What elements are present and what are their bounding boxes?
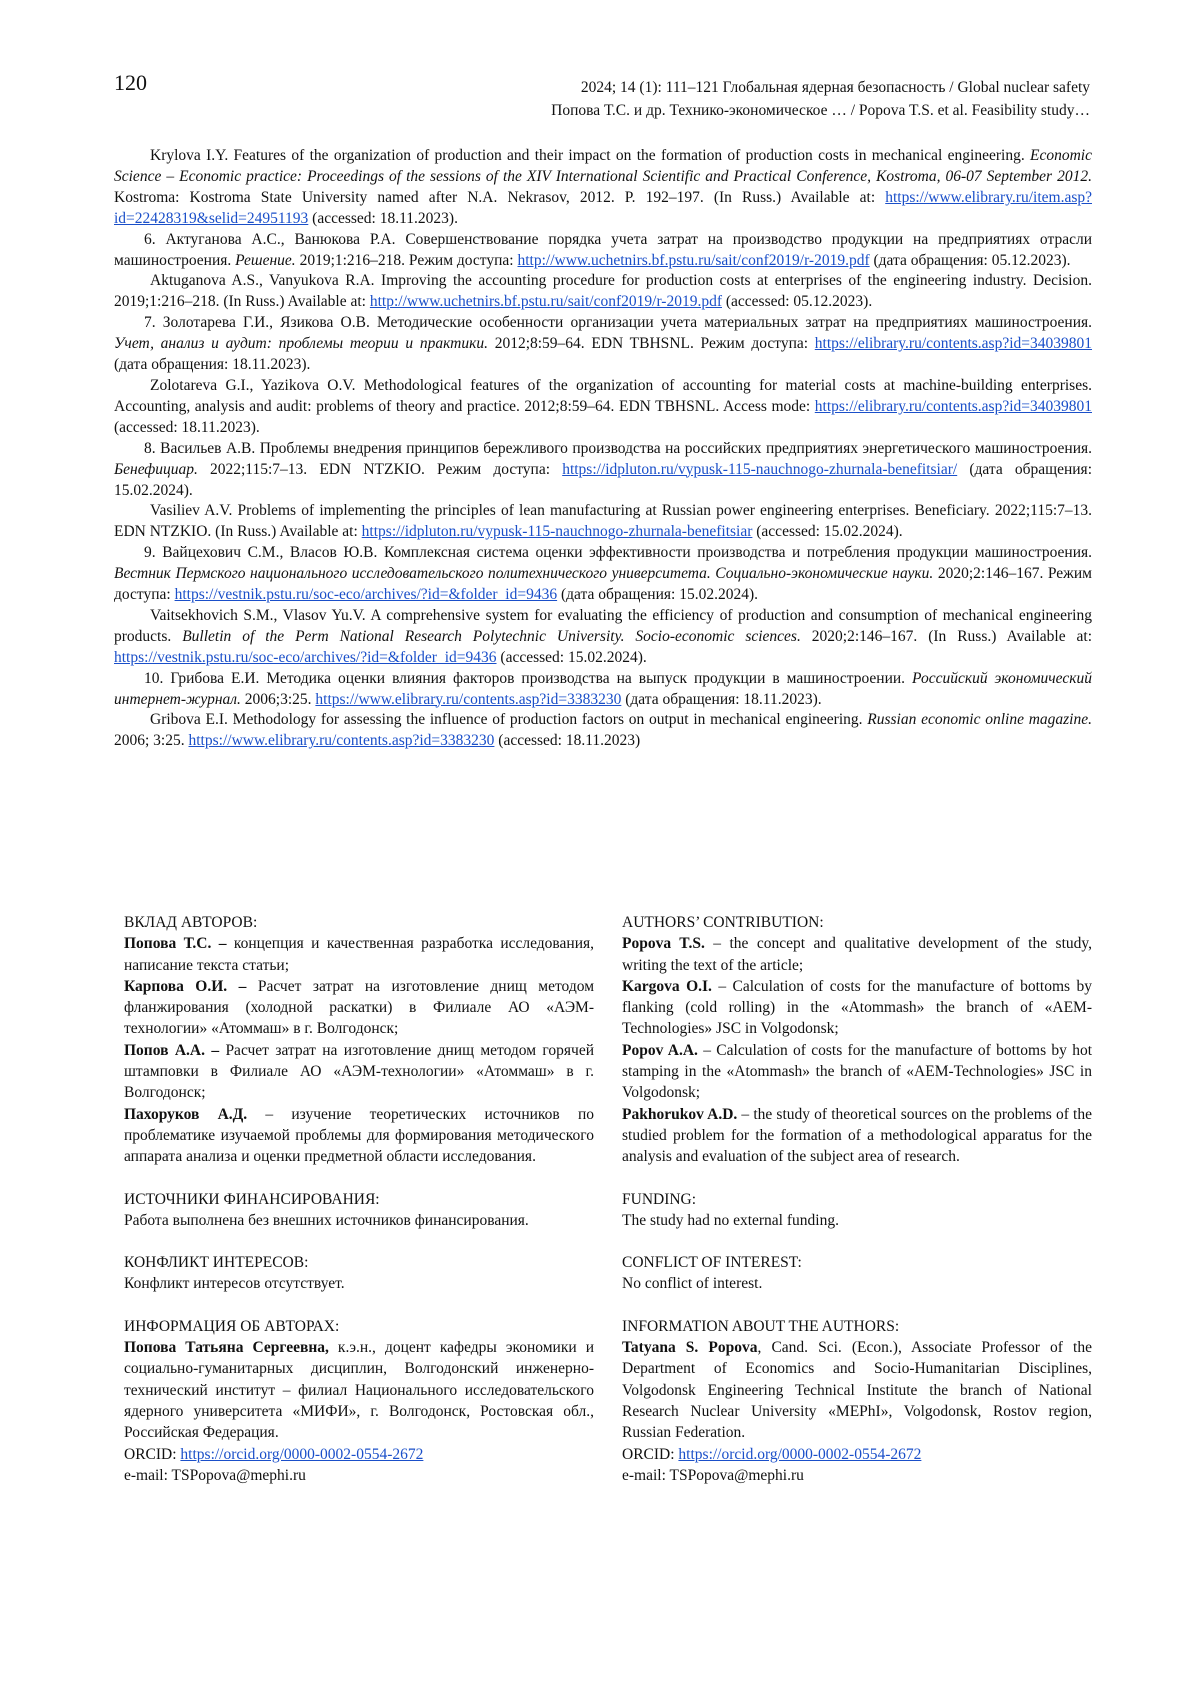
reference-source-title: Bulletin of the Perm National Research Polytechnic University. Socio-economic sciences. <box>182 627 801 645</box>
contributor-name: Popova T.S. <box>622 935 705 953</box>
contribution-text: – Calculation of costs for the manufacture of bottoms by hot stamping in the «Atommash» the branch of «AEM-Technologies» JSC in Volgodonsk; <box>622 1041 1093 1102</box>
page-number: 120 <box>114 70 147 95</box>
reference-link[interactable]: https://www.elibrary.ru/item.asp?id=22428319&selid=24951193 <box>114 188 1092 227</box>
funding-section-ru <box>124 1189 594 1232</box>
contributor-name: Карпова О.И. – <box>124 977 247 995</box>
reference-text: (дата обращения: 15.02.2024). <box>114 460 1092 499</box>
contributor-name: Попова Т.С. – <box>124 935 227 953</box>
contributor-name: Пахоруков А.Д. <box>124 1105 248 1123</box>
reference-list <box>114 146 1092 752</box>
reference-source-title: Учет, анализ и аудит: проблемы теории и практики. <box>114 335 488 353</box>
reference-entry <box>114 669 1092 711</box>
author-name-en: Tatyana S. Popova <box>622 1339 758 1357</box>
reference-text: (дата обращения: 15.02.2024). <box>557 586 758 604</box>
reference-text: 9. Вайцехович С.М., Власов Ю.В. Комплексная система оценки эффективности производства и потребления продукции машиностроения. <box>144 544 1092 562</box>
reference-link[interactable]: https://idpluton.ru/vypusk-115-nauchnogo-zhurnala-benefitsiar/ <box>562 460 958 478</box>
contrib-list-ru <box>124 933 594 1167</box>
contribution-entry-ru <box>124 933 594 976</box>
info-heading-en: INFORMATION ABOUT THE AUTHORS: <box>622 1317 900 1335</box>
contrib-section-en <box>622 912 1092 1168</box>
reference-entry <box>114 501 1092 543</box>
reference-source-title: Решение. <box>235 251 296 269</box>
reference-text: (дата обращения: 18.11.2023). <box>114 356 311 374</box>
reference-text: 6. Актуганова А.С., Ванюкова Р.А. Совершенствование порядка учета затрат на производство продукции на предприятиях отрасли машиностроения. <box>114 230 1092 269</box>
reference-text: Vasiliev A.V. Problems of implementing the principles of lean manufacturing at Russian power engineering enterprises. Beneficiary. 2022;115:7–13. EDN NTZKIO. (In Russ.) Available at: <box>114 502 1092 541</box>
contribution-entry-en <box>622 1104 1092 1168</box>
reference-source-title: Economic Science – Economic practice: Proceedings of the sessions of the XIV International Scientific and Practical Conference, Kostroma, 06-07 September 2012. <box>114 147 1092 185</box>
contributor-name: Pakhorukov A.D. <box>622 1105 738 1123</box>
reference-text: 10. Грибова Е.И. Методика оценки влияния факторов производства на выпуск продукции в машиностроении. <box>144 669 913 687</box>
reference-text: (accessed: 18.11.2023). <box>114 418 260 436</box>
orcid-link-ru[interactable]: https://orcid.org/0000-0002-0554-2672 <box>180 1445 424 1463</box>
reference-entry <box>114 230 1092 272</box>
reference-text: (accessed: 15.02.2024). <box>752 523 903 541</box>
funding-heading-en: FUNDING: <box>622 1190 697 1208</box>
author-details-en: , Cand. Sci. (Econ.), Associate Professor of the Department of Economics and Socio-Humanitarian Disciplines, Volgodonsk Engineering Technical Institute the branch of National Research Nuclear University «MEPhI», Volgodonsk, Rostov region, Russian Federation. <box>622 1339 1092 1442</box>
reference-link[interactable]: https://elibrary.ru/contents.asp?id=34039801 <box>814 397 1092 415</box>
reference-text: 2020;2:146–167. (In Russ.) Available at: <box>800 627 1092 645</box>
reference-entry <box>114 271 1092 313</box>
reference-link[interactable]: https://www.elibrary.ru/contents.asp?id=3383230 <box>315 690 622 708</box>
reference-text: (дата обращения: 18.11.2023). <box>621 690 822 708</box>
contribution-entry-ru <box>124 1104 594 1168</box>
author-details-ru: к.э.н., доцент кафедры экономики и социально-гуманитарных дисциплин, Волгодонский инженерно-технический институт – филиал Национального исследовательского ядерного университета «МИФИ», г. Волгодонск, Ростовская обл., Российская Федерация. <box>124 1339 595 1442</box>
reference-text: Aktuganova A.S., Vanyukova R.A. Improving the accounting procedure for production costs at enterprises of the engineering industry. Decision. 2019;1:216–218. (In Russ.) Available at: <box>114 272 1092 311</box>
contribution-text: – изучение теоретических источников по проблематике изучаемой проблемы для формирования методического аппарата анализа и оценки предметной области исследования. <box>124 1105 594 1166</box>
article-line: Попова Т.С. и др. Технико-экономическое … / Popova T.S. et al. Feasibility study… <box>551 102 1090 119</box>
reference-link[interactable]: https://vestnik.pstu.ru/soc-eco/archives/?id=&folder_id=9436 <box>114 648 497 666</box>
conflict-heading-ru: КОНФЛИКТ ИНТЕРЕСОВ: <box>124 1254 309 1272</box>
reference-source-title: Бенефициар. <box>114 460 198 478</box>
reference-link[interactable]: https://idpluton.ru/vypusk-115-nauchnogo-zhurnala-benefitsiar <box>361 523 753 541</box>
contribution-entry-ru <box>124 976 594 1040</box>
contribution-text: – the concept and qualitative development of the study, writing the text of the article; <box>622 935 1092 974</box>
reference-link[interactable]: http://www.uchetnirs.bf.pstu.ru/sait/conf2019/r-2019.pdf <box>369 293 722 311</box>
reference-source-title: Вестник Пермского национального исследовательского политехнического университета. Социально-экономические науки. <box>114 565 934 583</box>
funding-heading-ru: ИСТОЧНИКИ ФИНАНСИРОВАНИЯ: <box>124 1190 380 1208</box>
contribution-text: концепция и качественная разработка исследования, написание текста статьи; <box>124 935 595 974</box>
reference-text: Gribova E.I. Methodology for assessing the influence of production factors on output in mechanical engineering. <box>150 711 868 729</box>
reference-text: 2019;1:216–218. Режим доступа: <box>295 251 518 269</box>
info-heading-ru: ИНФОРМАЦИЯ ОБ АВТОРАХ: <box>124 1317 340 1335</box>
author-info-columns <box>124 912 1092 1507</box>
contrib-section-ru <box>124 912 594 1168</box>
reference-entry <box>114 439 1092 502</box>
conflict-section-ru <box>124 1252 594 1295</box>
reference-entry <box>114 146 1092 230</box>
info-paragraph-ru <box>124 1337 594 1443</box>
info-section-ru <box>124 1316 594 1486</box>
reference-text: Zolotareva G.I., Yazikova O.V. Methodological features of the organization of accounting for material costs at machine-building enterprises. Accounting, analysis and audit: problems of theory and practice. 2012;8:59–64. EDN TBHSNL. Access mode: <box>114 376 1092 415</box>
contribution-entry-en <box>622 933 1092 976</box>
reference-text: 2020;2:146–167. Режим доступа: <box>114 565 1092 604</box>
reference-source-title: Российский экономический интернет-журнал. <box>114 669 1092 708</box>
orcid-line-ru <box>124 1444 594 1465</box>
orcid-label-en: ORCID: <box>622 1445 679 1463</box>
info-paragraph-en <box>622 1337 1092 1443</box>
contrib-heading-en: AUTHORS’ CONTRIBUTION: <box>622 914 824 931</box>
reference-text: 2006;3:25. <box>240 690 316 708</box>
contributor-name: Kargova O.I. <box>622 977 712 995</box>
english-column <box>622 912 1092 1507</box>
contrib-list-en <box>622 933 1092 1167</box>
reference-entry <box>114 543 1092 606</box>
conflict-text-ru: Конфликт интересов отсутствует. <box>124 1275 345 1293</box>
contribution-text: Расчет затрат на изготовление днищ методом горячей штамповки в Филиале АО «АЭМ-технологии» «Атоммаш» в г. Волгодонск; <box>124 1041 594 1102</box>
conflict-heading-en: CONFLICT OF INTEREST: <box>622 1254 802 1272</box>
contribution-text: – the study of theoretical sources on the problems of the studied problem for the formation of a methodological apparatus for the analysis and evaluation of the subject area of research. <box>622 1105 1092 1166</box>
contribution-text: Расчет затрат на изготовление днищ методом фланжирования (холодной раскатки) в Филиале АО «АЭМ-технологии» «Атоммаш» в г. Волгодонск; <box>124 977 594 1038</box>
email-ru: e-mail: TSPopova@mephi.ru <box>124 1466 306 1484</box>
contrib-heading-ru: ВКЛАД АВТОРОВ: <box>124 914 258 931</box>
reference-text: 2006; 3:25. <box>114 732 189 750</box>
funding-section-en <box>622 1189 1092 1232</box>
funding-text-en: The study had no external funding. <box>622 1211 839 1229</box>
contribution-entry-en <box>622 1040 1092 1104</box>
journal-line: 2024; 14 (1): 111–121 Глобальная ядерная безопасность / Global nuclear safety <box>580 79 1090 96</box>
conflict-section-en <box>622 1252 1092 1295</box>
reference-entry <box>114 606 1092 669</box>
reference-text: (дата обращения: 05.12.2023). <box>869 251 1071 269</box>
contribution-text: – Calculation of costs for the manufacture of bottoms by flanking (cold rolling) in the «Atommash» the branch of «AEM-Technologies» JSC in Volgodonsk; <box>622 977 1092 1038</box>
conflict-text-en: No conflict of interest. <box>622 1275 763 1293</box>
reference-text: 2022;115:7–13. EDN NTZKIO. Режим доступа: <box>197 460 563 478</box>
reference-link[interactable]: https://www.elibrary.ru/contents.asp?id=3383230 <box>188 732 495 750</box>
reference-text: (accessed: 18.11.2023). <box>308 209 458 227</box>
funding-text-ru: Работа выполнена без внешних источников финансирования. <box>124 1211 529 1229</box>
running-header <box>551 76 1090 122</box>
contribution-entry-ru <box>124 1040 594 1104</box>
email-en: e-mail: TSPopova@mephi.ru <box>622 1466 804 1484</box>
reference-entry <box>114 710 1092 752</box>
reference-source-title: Russian economic online magazine. <box>867 711 1092 729</box>
reference-text: Vaitsekhovich S.M., Vlasov Yu.V. A comprehensive system for evaluating the efficiency of production and consumption of mechanical engineering products. <box>114 606 1092 645</box>
reference-text: 8. Васильев А.В. Проблемы внедрения принципов бережливого производства на российских предприятиях энергетического машиностроения. <box>144 439 1092 457</box>
reference-text: (accessed: 05.12.2023). <box>722 293 873 311</box>
reference-link[interactable]: http://www.uchetnirs.bf.pstu.ru/sait/conf2019/r-2019.pdf <box>517 251 870 269</box>
contributor-name: Попов А.А. – <box>124 1041 220 1059</box>
orcid-label-ru: ORCID: <box>124 1445 181 1463</box>
reference-link[interactable]: https://elibrary.ru/contents.asp?id=34039801 <box>814 335 1093 353</box>
author-name-ru: Попова Татьяна Сергеевна, <box>124 1339 329 1357</box>
russian-column <box>124 912 594 1507</box>
orcid-line-en <box>622 1444 1092 1465</box>
reference-text: (accessed: 18.11.2023) <box>494 732 641 750</box>
reference-entry <box>114 376 1092 439</box>
orcid-link-en[interactable]: https://orcid.org/0000-0002-0554-2672 <box>678 1445 922 1463</box>
info-section-en <box>622 1316 1092 1486</box>
contribution-entry-en <box>622 976 1092 1040</box>
reference-entry <box>114 313 1092 376</box>
reference-text: 7. Золотарева Г.И., Язикова О.В. Методические особенности организации учета материальных затрат на предприятиях машиностроения. <box>144 314 1092 332</box>
reference-text: (accessed: 15.02.2024). <box>496 648 647 666</box>
reference-link[interactable]: https://vestnik.pstu.ru/soc-eco/archives/?id=&folder_id=9436 <box>174 586 558 604</box>
reference-text: 2012;8:59–64. EDN TBHSNL. Режим доступа: <box>487 335 815 353</box>
reference-text: Krylova I.Y. Features of the organization of production and their impact on the formation of production costs in mechanical engineering. <box>150 147 1031 164</box>
contributor-name: Popov A.A. <box>622 1041 698 1059</box>
reference-text: Kostroma: Kostroma State University named after N.A. Nekrasov, 2012. P. 192–197. (In Russ.) Available at: <box>114 188 886 206</box>
